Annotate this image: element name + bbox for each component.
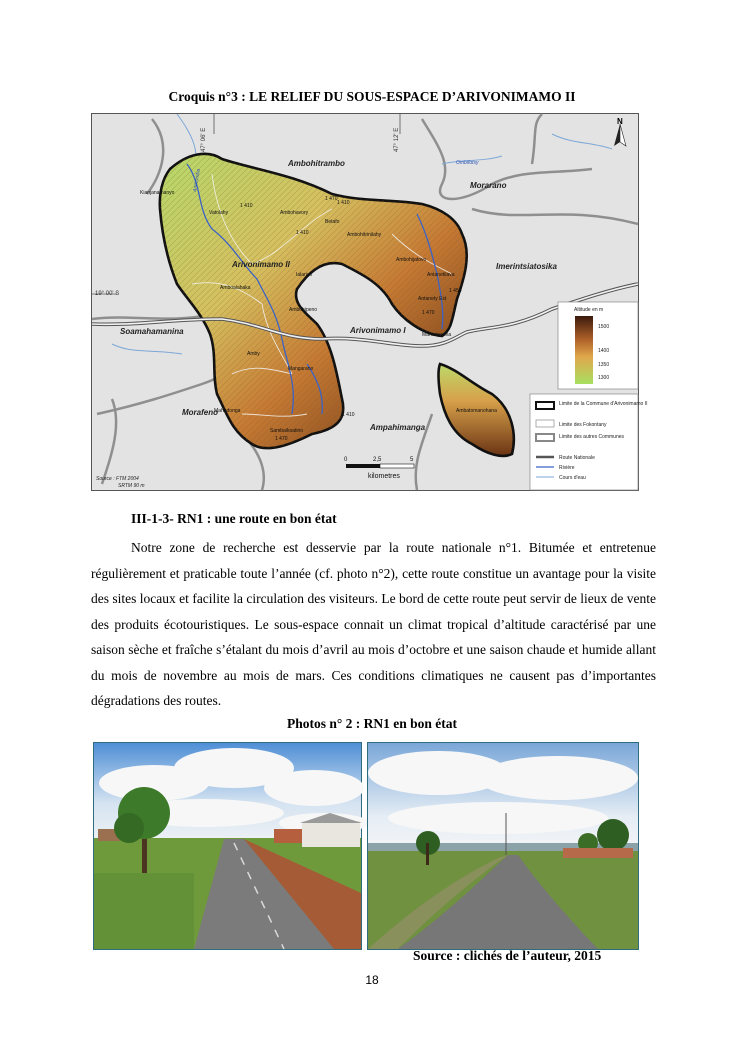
fokontany-label: Amby <box>247 351 260 357</box>
altitude-tick: 1300 <box>598 375 610 381</box>
fokontany-label: Ambohipeno <box>289 307 318 313</box>
scale-tick: 2,5 <box>373 457 382 463</box>
legend-item: Limite de la Commune d'Arivonimamo II <box>559 401 648 407</box>
fokontany-label: Ambatomanohana <box>456 408 497 414</box>
commune-label: Morarano <box>470 181 507 190</box>
scale-tick: 5 <box>410 457 414 463</box>
fokontany-label: Ambohitrinilahy <box>347 232 382 238</box>
fokontany-label: Ambohavory <box>280 210 309 216</box>
spot-height: 1 410 <box>296 230 309 236</box>
page-number: 18 <box>365 973 379 987</box>
fokontany-label: Ialarivo <box>296 272 313 278</box>
legend-item: Route Nationale <box>559 455 595 461</box>
fokontany-label: Manerinerina <box>422 332 452 338</box>
spot-height: 1 470 <box>422 310 435 316</box>
relief-map <box>91 113 648 491</box>
fokontany-label: Antanety Est <box>418 296 447 302</box>
legend-item: Cours d'eau <box>559 475 586 481</box>
altitude-legend <box>558 302 638 389</box>
fokontany-label: Vatolahy <box>209 210 229 216</box>
fokontany-label: Sambaikoatino <box>270 428 304 434</box>
scale-tick: 0 <box>344 457 348 463</box>
commune-label: Soamahamanina <box>120 327 184 336</box>
legend-item: Limite des Fokontany <box>559 422 607 428</box>
north-label: N <box>617 117 623 126</box>
commune-label: Imerintsiatosika <box>496 262 557 271</box>
photo-source: Source : clichés de l’auteur, 2015 <box>413 948 602 963</box>
altitude-tick: 1350 <box>598 362 610 368</box>
fokontany-label: Ambohijatovo <box>396 257 427 263</box>
map-title: Croquis n°3 : LE RELIEF DU SOUS-ESPACE D’ARIVONIMAMO II <box>168 89 576 104</box>
legend-commune-swatch <box>536 402 554 409</box>
fokontany-label: Kianjanamanyo <box>140 190 175 196</box>
spot-height: 1 410 <box>337 200 350 206</box>
map-source: Source : FTM 2004 <box>96 476 139 482</box>
clouds <box>368 751 638 834</box>
meridian-label: 47° 06' E <box>201 127 207 152</box>
legend-item: Rivière <box>559 465 575 471</box>
spot-height: 1 470 <box>325 196 338 202</box>
commune-label: Arivonimamo I <box>350 326 406 335</box>
photo-rn1-right <box>367 742 639 950</box>
legend-item: Limite des autres Communes <box>559 434 625 440</box>
altitude-color-bar <box>575 316 593 384</box>
meridian-label: 47° 12' E <box>394 127 400 152</box>
spot-height: 1 450 <box>449 288 462 294</box>
fokontany-label: Amboalahaka <box>220 285 251 291</box>
photo-rn1-left <box>93 742 362 950</box>
symbol-legend <box>530 394 648 490</box>
commune-label: Ampahimanga <box>370 423 426 432</box>
fokontany-label: Betafo <box>325 219 340 225</box>
map-source: SRTM 90 m <box>118 483 145 489</box>
body-paragraph: Notre zone de recherche est desservie par la route nationale n°1. Bitumée et entretenue régulièrement et praticable toute l’année (cf. photo n°2), cette route constitue un avantage pour la visite des sites locaux et facilite la circulation des visiteurs. Le bord de cette route peut servir de lieux de vente des produits écotouristiques. Le sous-espace connait un climat tropical d’altitude caractérisé par une saison sèche et fraîche s’étalant du mois d’avril au mois d’octobre et une saison chaude et humide allant du mois de novembre au mois de mars. Ces conditions climatiques ne causent pas d’importantes dégradations des routes. <box>91 540 656 708</box>
altitude-tick: 1400 <box>598 348 610 354</box>
photo-title: Photos n° 2 : RN1 en bon état <box>286 716 458 731</box>
commune-arivonimamo-ii-label: Arivonimamo II <box>232 260 290 269</box>
legend-other-commune-swatch <box>536 434 554 441</box>
spot-height: 1 470 <box>275 436 288 442</box>
scale-unit: kilometres <box>368 473 400 480</box>
spot-height: 1 410 <box>240 203 253 209</box>
commune-label: Morafeno <box>182 408 218 417</box>
river-label: Andromba <box>192 168 202 193</box>
section-heading: III-1-3- RN1 : une route en bon état <box>131 511 337 526</box>
altitude-legend-title: Altitude en m <box>574 307 604 313</box>
fokontany-label: Antanetilava <box>427 272 455 278</box>
legend-fokontany-swatch <box>536 420 554 427</box>
parallel-label: 19° 00' S <box>95 291 120 297</box>
altitude-tick: 1500 <box>598 324 610 330</box>
river-label: Ombifotsy <box>456 160 479 166</box>
wall <box>563 848 633 858</box>
commune-label: Ambohitrambo <box>288 159 345 168</box>
spot-height: 1 410 <box>342 412 355 418</box>
fokontany-label: Mahadonga <box>214 408 241 414</box>
fokontany-label: Mangarano <box>288 366 314 372</box>
